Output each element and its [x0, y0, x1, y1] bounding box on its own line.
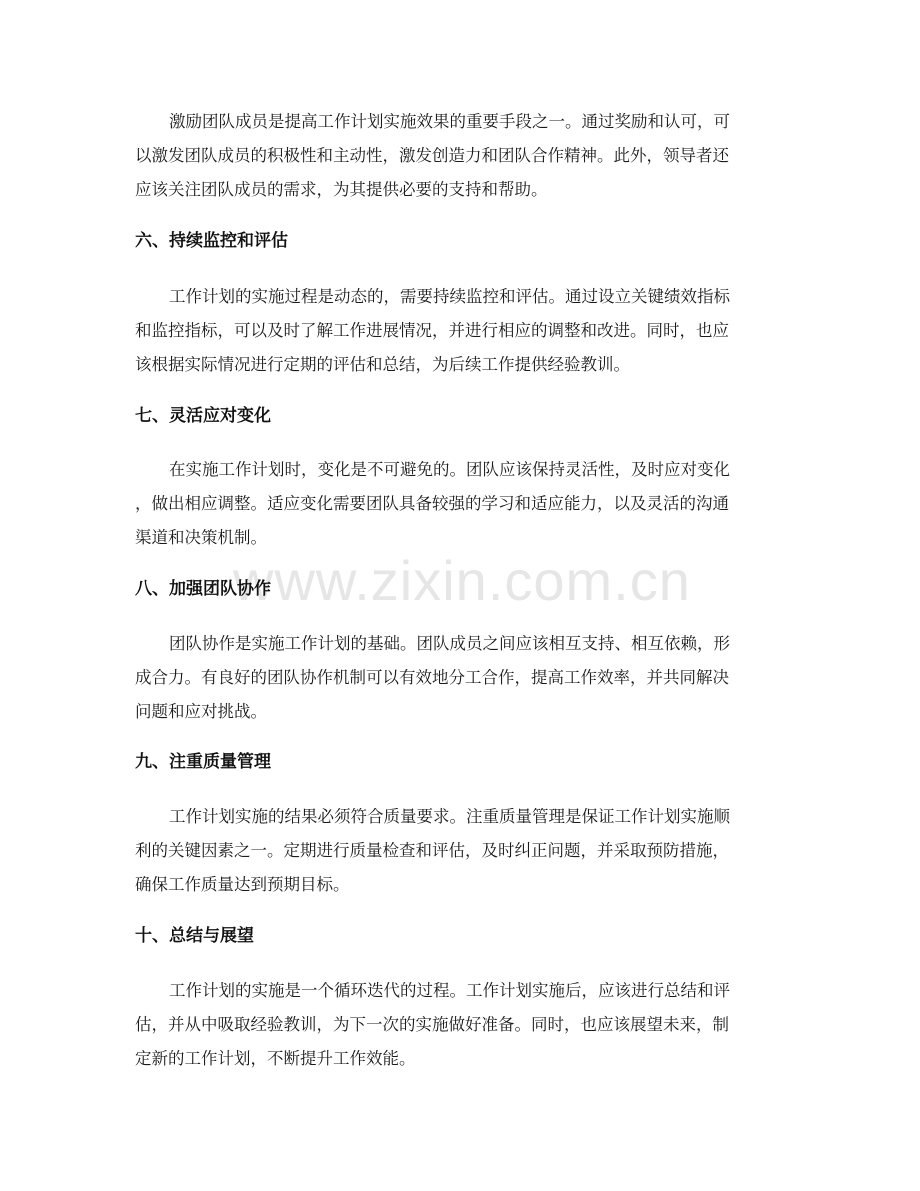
section-heading: 六、持续监控和评估 — [135, 231, 288, 251]
section-10 — [135, 923, 790, 949]
paragraph-line: 工作计划实施的结果必须符合质量要求。注重质量管理是保证工作计划实施顺 — [169, 807, 730, 826]
section-paragraph — [135, 280, 790, 382]
section-9 — [135, 749, 790, 775]
paragraph-line: 应该关注团队成员的需求，为其提供必要的支持和帮助。 — [135, 180, 548, 199]
paragraph-line: 以激发团队成员的积极性和主动性，激发创造力和团队合作精神。此外，领导者还 — [135, 146, 729, 165]
paragraph-line: 在实施工作计划时，变化是不可避免的。团队应该保持灵活性，及时应对变化 — [169, 460, 730, 479]
paragraph-line: 团队协作是实施工作计划的基础。团队成员之间应该相互支持、相互依赖，形 — [169, 634, 730, 653]
intro-paragraph — [135, 105, 790, 207]
paragraph-line: 激励团队成员是提高工作计划实施效果的重要手段之一。通过奖励和认可，可 — [169, 112, 730, 131]
section-10-body — [135, 974, 790, 1076]
paragraph-line: 成合力。有良好的团队协作机制可以有效地分工合作，提高工作效率，并共同解决 — [135, 668, 729, 687]
section-heading: 七、灵活应对变化 — [135, 406, 271, 426]
section-8 — [135, 576, 790, 602]
section-paragraph — [135, 800, 790, 902]
paragraph-line: 工作计划的实施过程是动态的，需要持续监控和评估。通过设立关键绩效指标 — [169, 287, 730, 306]
paragraph-line: 问题和应对挑战。 — [135, 702, 267, 721]
section-heading: 十、总结与展望 — [135, 926, 254, 946]
paragraph-line: 工作计划的实施是一个循环迭代的过程。工作计划实施后，应该进行总结和评 — [169, 981, 730, 1000]
section-6 — [135, 228, 790, 254]
paragraph-line: 该根据实际情况进行定期的评估和总结，为后续工作提供经验教训。 — [135, 355, 630, 374]
section-7 — [135, 403, 790, 429]
paragraph-line: 渠道和决策机制。 — [135, 528, 267, 547]
paragraph-line: 利的关键因素之一。定期进行质量检查和评估，及时纠正问题，并采取预防措施， — [135, 841, 729, 860]
section-7-body — [135, 453, 790, 555]
section-paragraph — [135, 974, 790, 1076]
intro-paragraph-block — [135, 105, 790, 207]
section-heading: 九、注重质量管理 — [135, 752, 271, 772]
paragraph-line: 定新的工作计划，不断提升工作效能。 — [135, 1049, 416, 1068]
watermark: www.zixin.com.cn — [233, 549, 691, 612]
section-8-body — [135, 627, 790, 729]
paragraph-line: 和监控指标，可以及时了解工作进展情况，并进行相应的调整和改进。同时，也应 — [135, 321, 729, 340]
section-heading: 八、加强团队协作 — [135, 579, 271, 599]
paragraph-line: ，做出相应调整。适应变化需要团队具备较强的学习和适应能力，以及灵活的沟通 — [135, 494, 729, 513]
paragraph-line: 确保工作质量达到预期目标。 — [135, 875, 350, 894]
section-paragraph — [135, 627, 790, 729]
section-9-body — [135, 800, 790, 902]
paragraph-line: 估，并从中吸取经验教训，为下一次的实施做好准备。同时，也应该展望未来，制 — [135, 1015, 729, 1034]
section-paragraph — [135, 453, 790, 555]
section-6-body — [135, 280, 790, 382]
